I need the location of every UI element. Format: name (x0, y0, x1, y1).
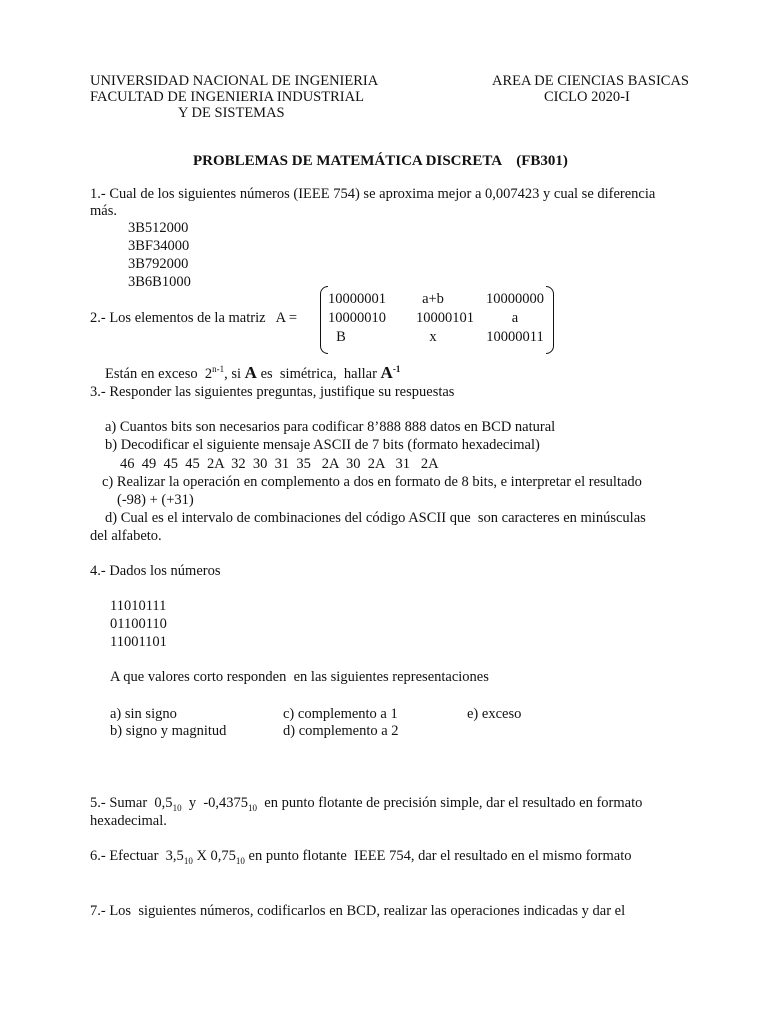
matrix-cell: 10000101 (416, 310, 474, 326)
problem-1-option: 3B6B1000 (128, 274, 191, 290)
problem-6-part: 6.- Efectuar 3,5 (90, 848, 184, 864)
base-subscript: 10 (235, 855, 245, 866)
problem-1-option: 3B792000 (128, 256, 189, 272)
problem-5-part: y -0,4375 (181, 795, 249, 811)
header-cycle: CICLO 2020-I (544, 89, 630, 105)
page-title: PROBLEMAS DE MATEMÁTICA DISCRETA (FB301) (193, 153, 568, 169)
problem-3-d: d) Cual es el intervalo de combinaciones del código ASCII que son caracteres en minúsculas (105, 510, 646, 526)
header-university: UNIVERSIDAD NACIONAL DE INGENIERIA (90, 73, 379, 89)
exponent: n-1 (212, 364, 225, 375)
problem-1-text: 1.- Cual de los siguientes números (IEEE 754) se aproxima mejor a 0,007423 y cual se diferencia (90, 186, 656, 202)
problem-4-option-b: b) signo y magnitud (110, 723, 227, 739)
problem-4-number: 11010111 (110, 598, 167, 614)
problem-5-text (90, 794, 642, 812)
problem-4-option-c: c) complemento a 1 (283, 706, 398, 722)
condition-text: es simétrica, hallar (256, 366, 381, 382)
problem-3-b-data: 46 49 45 45 2A 32 30 31 35 2A 30 2A 31 2A (120, 456, 439, 472)
header-faculty: FACULTAD DE INGENIERIA INDUSTRIAL (90, 89, 364, 105)
problem-3-a: a) Cuantos bits son necesarios para codificar 8’888 888 datos en BCD natural (105, 419, 556, 435)
problem-1-option: 3BF34000 (128, 238, 190, 254)
matrix-cell: 10000000 (486, 291, 544, 307)
base-subscript: 10 (172, 802, 182, 813)
problem-6-text (90, 847, 631, 865)
matrix-cell: 10000011 (486, 329, 544, 345)
problem-3-intro: 3.- Responder las siguientes preguntas, justifique su respuestas (90, 384, 455, 400)
problem-6-part: en punto flotante IEEE 754, dar el resultado en el mismo formato (244, 848, 632, 864)
header-faculty-cont: Y DE SISTEMAS (178, 105, 285, 121)
problem-5-text-cont: hexadecimal. (90, 813, 167, 829)
problem-1-text-cont: más. (90, 203, 117, 219)
matrix-symbol: A (380, 363, 393, 382)
problem-6-part: X 0,75 (192, 848, 236, 864)
exponent: -1 (392, 364, 401, 375)
problem-3-d-cont: del alfabeto. (90, 528, 162, 544)
condition-text: Están en exceso 2 (105, 366, 213, 382)
base-subscript: 10 (248, 802, 258, 813)
problem-5-part: 5.- Sumar 0,5 (90, 795, 173, 811)
matrix-cell: 10000010 (328, 310, 386, 326)
problem-4-option-d: d) complemento a 2 (283, 723, 399, 739)
condition-text: , si (224, 366, 245, 382)
problem-7-text: 7.- Los siguientes números, codificarlos en BCD, realizar las operaciones indicadas y dar el (90, 903, 626, 919)
problem-3-c: c) Realizar la operación en complemento a dos en formato de 8 bits, e interpretar el resultado (102, 474, 642, 490)
matrix-cell: x (429, 329, 437, 345)
matrix-cell: a (511, 310, 519, 326)
problem-3-b: b) Decodificar el siguiente mensaje ASCII de 7 bits (formato hexadecimal) (105, 437, 540, 453)
header-area: AREA DE CIENCIAS BASICAS (492, 73, 689, 89)
problem-2-condition (105, 364, 400, 383)
base-subscript: 10 (183, 855, 193, 866)
problem-4-intro: 4.- Dados los números (90, 563, 221, 579)
matrix-symbol: A (244, 363, 257, 382)
matrix-cell: a+b (422, 291, 444, 307)
problem-4-number: 01100110 (110, 616, 167, 632)
problem-2-intro: 2.- Los elementos de la matriz A = (90, 310, 298, 326)
problem-4-question: A que valores corto responden en las siguientes representaciones (110, 669, 489, 685)
problem-4-number: 11001101 (110, 634, 167, 650)
problem-4-option-a: a) sin signo (110, 706, 177, 722)
problem-1-option: 3B512000 (128, 220, 189, 236)
problem-3-c-data: (-98) + (+31) (117, 492, 194, 508)
problem-5-part: en punto flotante de precisión simple, dar el resultado en formato (257, 795, 643, 811)
matrix-cell: 10000001 (328, 291, 386, 307)
matrix-cell: B (336, 329, 346, 345)
problem-4-option-e: e) exceso (467, 706, 522, 722)
